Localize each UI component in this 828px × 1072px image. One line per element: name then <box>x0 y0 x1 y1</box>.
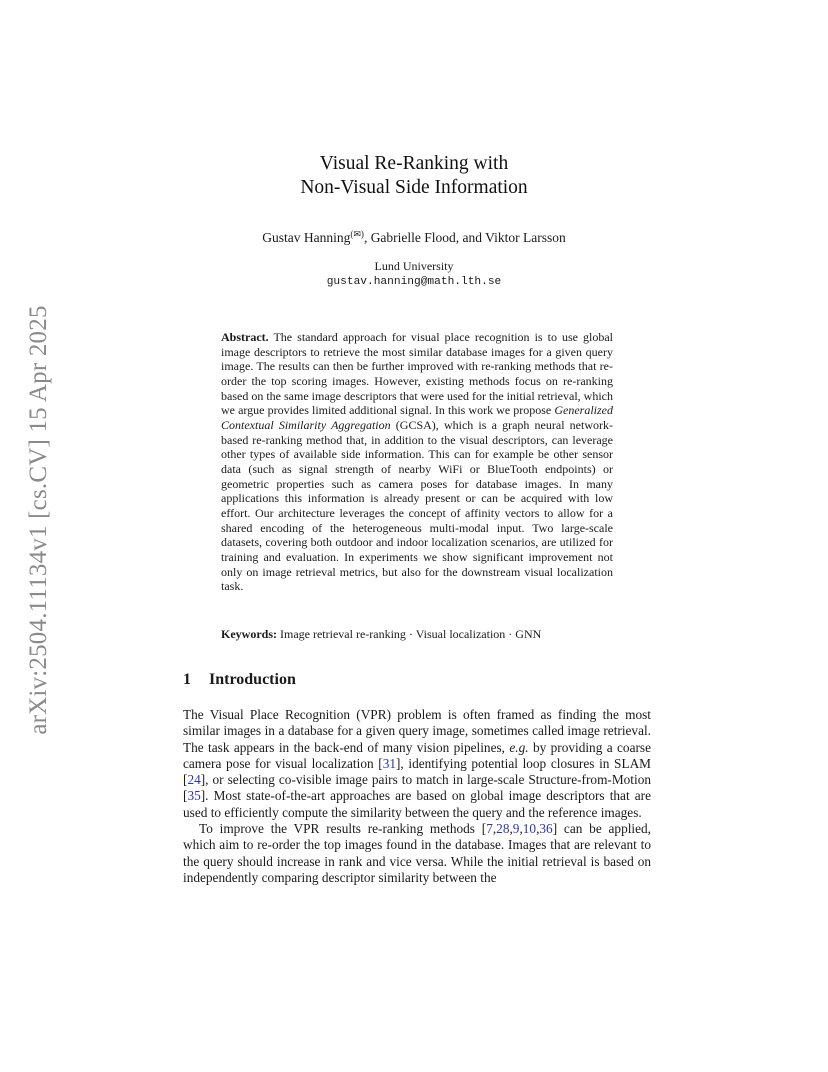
affiliation-block <box>0 258 828 290</box>
p1-text-a: The Visual Place Recognition (VPR) problem is often framed as finding the most similar images in a database for a given query image, sometimes called image retrieval. The task appears in the back-end of many vision pipelines, <box>183 707 651 755</box>
corresponding-author-mark: (✉) <box>350 229 364 239</box>
abstract-method-name: Generalized Contextual Similarity Aggregation <box>221 403 613 432</box>
p1-text-c: ], identifying potential loop closures in SLAM [ <box>183 755 651 788</box>
abstract <box>221 330 613 594</box>
author-first: Gustav Hanning <box>262 230 351 245</box>
citation-link[interactable]: 24 <box>187 772 201 788</box>
paragraph-2 <box>183 821 651 886</box>
citation-link[interactable]: 10 <box>522 821 537 837</box>
p1-text-d: ], or selecting co-visible image pairs to match in large-scale Structure-from-Motion [ <box>183 772 651 804</box>
introduction-body <box>183 707 651 886</box>
p2-text-b: ] can be applied, which aim to re-order the top images found in the database. Images that are relevant to the query should increase in rank and vice versa. While the initial retrieval is based on independently comparing descriptor similarity between the <box>183 821 651 885</box>
section-title: Introduction <box>209 671 296 688</box>
section-number: 1 <box>183 671 191 688</box>
author-list <box>0 229 828 246</box>
citation-link[interactable]: 36 <box>539 821 553 837</box>
keywords <box>221 627 621 642</box>
citation-separator: , <box>519 821 523 837</box>
arxiv-sidebar <box>22 280 56 760</box>
abstract-text-1: The standard approach for visual place recognition is to use global image descriptors to retrieve the most similar database images for a given query image. The results can then be further improved with re-ranking methods that re-order the top scoring images. However, existing methods focus on re-ranking based on the same image descriptors that were used for the initial retrieval, which we argue provides limited additional signal. In this work we propose <box>221 330 613 418</box>
author-rest: , Gabrielle Flood, and Viktor Larsson <box>363 230 566 245</box>
keywords-text: Image retrieval re-ranking · Visual localization · GNN <box>277 627 542 641</box>
keywords-label: Keywords: <box>221 627 277 641</box>
paragraph-1 <box>183 707 651 821</box>
citation-separator: , <box>492 821 497 837</box>
author-email: gustav.hanning@math.lth.se <box>326 276 502 288</box>
title-line-2: Non-Visual Side Information <box>300 177 528 198</box>
abstract-text-2: (GCSA), which is a graph neural network-based re-ranking method that, in addition to the visual descriptors, can leverage other types of available side information. This can for example be other sensor data (such as signal strength of nearby WiFi or BlueTooth endpoints) or geometric properties such as camera poses for database images. In many applications this information is already present or can be acquired with low effort. Our architecture leverages the concept of affinity vectors to allow for a shared encoding of the heterogeneous multi-modal input. Two large-scale datasets, covering both outdoor and indoor localization scenarios, are utilized for training and evaluation. In experiments we show significant improvement not only on image retrieval metrics, but also for the downstream visual localization task. <box>221 417 614 594</box>
abstract-label: Abstract. <box>221 330 269 344</box>
p1-text-b: by providing a coarse camera pose for visual localization [ <box>183 739 651 771</box>
p1-eg: e.g. <box>509 739 529 755</box>
citation-link[interactable]: 9 <box>512 821 520 837</box>
institution: Lund University <box>374 259 454 273</box>
citation-link[interactable]: 31 <box>382 755 396 771</box>
p1-text-e: ]. Most state-of-the-art approaches are based on global image descriptors that are used to efficiently compute the similarity between the query and the reference images. <box>183 788 651 820</box>
citation-link[interactable]: 35 <box>187 788 201 804</box>
citation-link[interactable]: 7 <box>486 821 493 837</box>
citation-separator: , <box>509 821 513 837</box>
citation-separator: , <box>536 821 540 837</box>
citation-link[interactable]: 28 <box>496 821 510 837</box>
arxiv-identifier: arXiv:2504.11134v1 [cs.CV] 15 Apr 2025 <box>25 305 52 735</box>
paper-title <box>0 152 828 200</box>
title-line-1: Visual Re-Ranking with <box>319 153 509 174</box>
p2-text-a: To improve the VPR results re-ranking methods [ <box>199 821 487 837</box>
section-heading <box>183 671 296 689</box>
